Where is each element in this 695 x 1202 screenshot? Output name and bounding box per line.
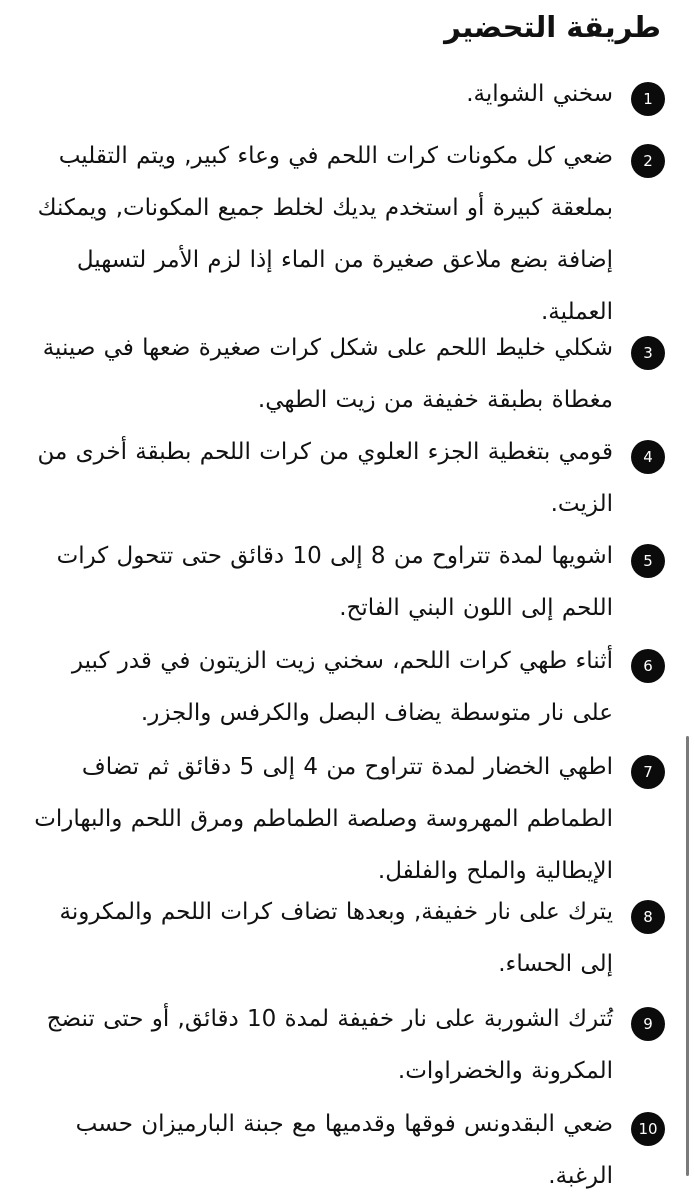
page-title: طريقة التحضير bbox=[444, 10, 661, 44]
step-text: ضعي البقدونس فوقها وقدميها مع جبنة البارميزان حسب الرغبة. bbox=[75, 1111, 613, 1189]
step-number-badge: 7 bbox=[631, 755, 665, 789]
step-text: قومي بتغطية الجزء العلوي من كرات اللحم بطبقة أخرى من الزيت. bbox=[37, 439, 613, 517]
step-number-badge: 8 bbox=[631, 900, 665, 934]
step-number-badge: 4 bbox=[631, 440, 665, 474]
step-text: تُترك الشوربة على نار خفيفة لمدة 10 دقائق, أو حتى تنضج المكرونة والخضراوات. bbox=[46, 1006, 613, 1084]
step-text: شكلي خليط اللحم على شكل كرات صغيرة ضعها في صينية مغطاة بطبقة خفيفة من زيت الطهي. bbox=[42, 335, 613, 413]
step-text: اشويها لمدة تتراوح من 8 إلى 10 دقائق حتى تتحول كرات اللحم إلى اللون البني الفاتح. bbox=[56, 543, 613, 621]
step-text: سخني الشواية. bbox=[466, 81, 613, 107]
step-text: ضعي كل مكونات كرات اللحم في وعاء كبير, ويتم التقليب بملعقة كبيرة أو استخدم يديك لخلط جميع المكونات, ويمكنك إضافة بضع ملاعق صغيرة من الماء إذا لزم الأمر لتسهيل العملية. bbox=[37, 143, 613, 325]
step-number-badge: 3 bbox=[631, 336, 665, 370]
step-number-badge: 9 bbox=[631, 1007, 665, 1041]
scrollbar[interactable] bbox=[686, 736, 689, 1176]
step-text: اطهي الخضار لمدة تتراوح من 4 إلى 5 دقائق ثم تضاف الطماطم المهروسة وصلصة الطماطم ومرق اللحم والبهارات الإيطالية والملح والفلفل. bbox=[34, 754, 613, 884]
step-number-badge: 5 bbox=[631, 544, 665, 578]
step-number-badge: 1 bbox=[631, 82, 665, 116]
step-number-badge: 6 bbox=[631, 649, 665, 683]
step-number-badge: 2 bbox=[631, 144, 665, 178]
step-text: يترك على نار خفيفة, وبعدها تضاف كرات اللحم والمكرونة إلى الحساء. bbox=[59, 899, 613, 977]
step-text: أثناء طهي كرات اللحم، سخني زيت الزيتون في قدر كبير على نار متوسطة يضاف البصل والكرفس والجزر. bbox=[71, 648, 613, 726]
step-number-badge: 10 bbox=[631, 1112, 665, 1146]
